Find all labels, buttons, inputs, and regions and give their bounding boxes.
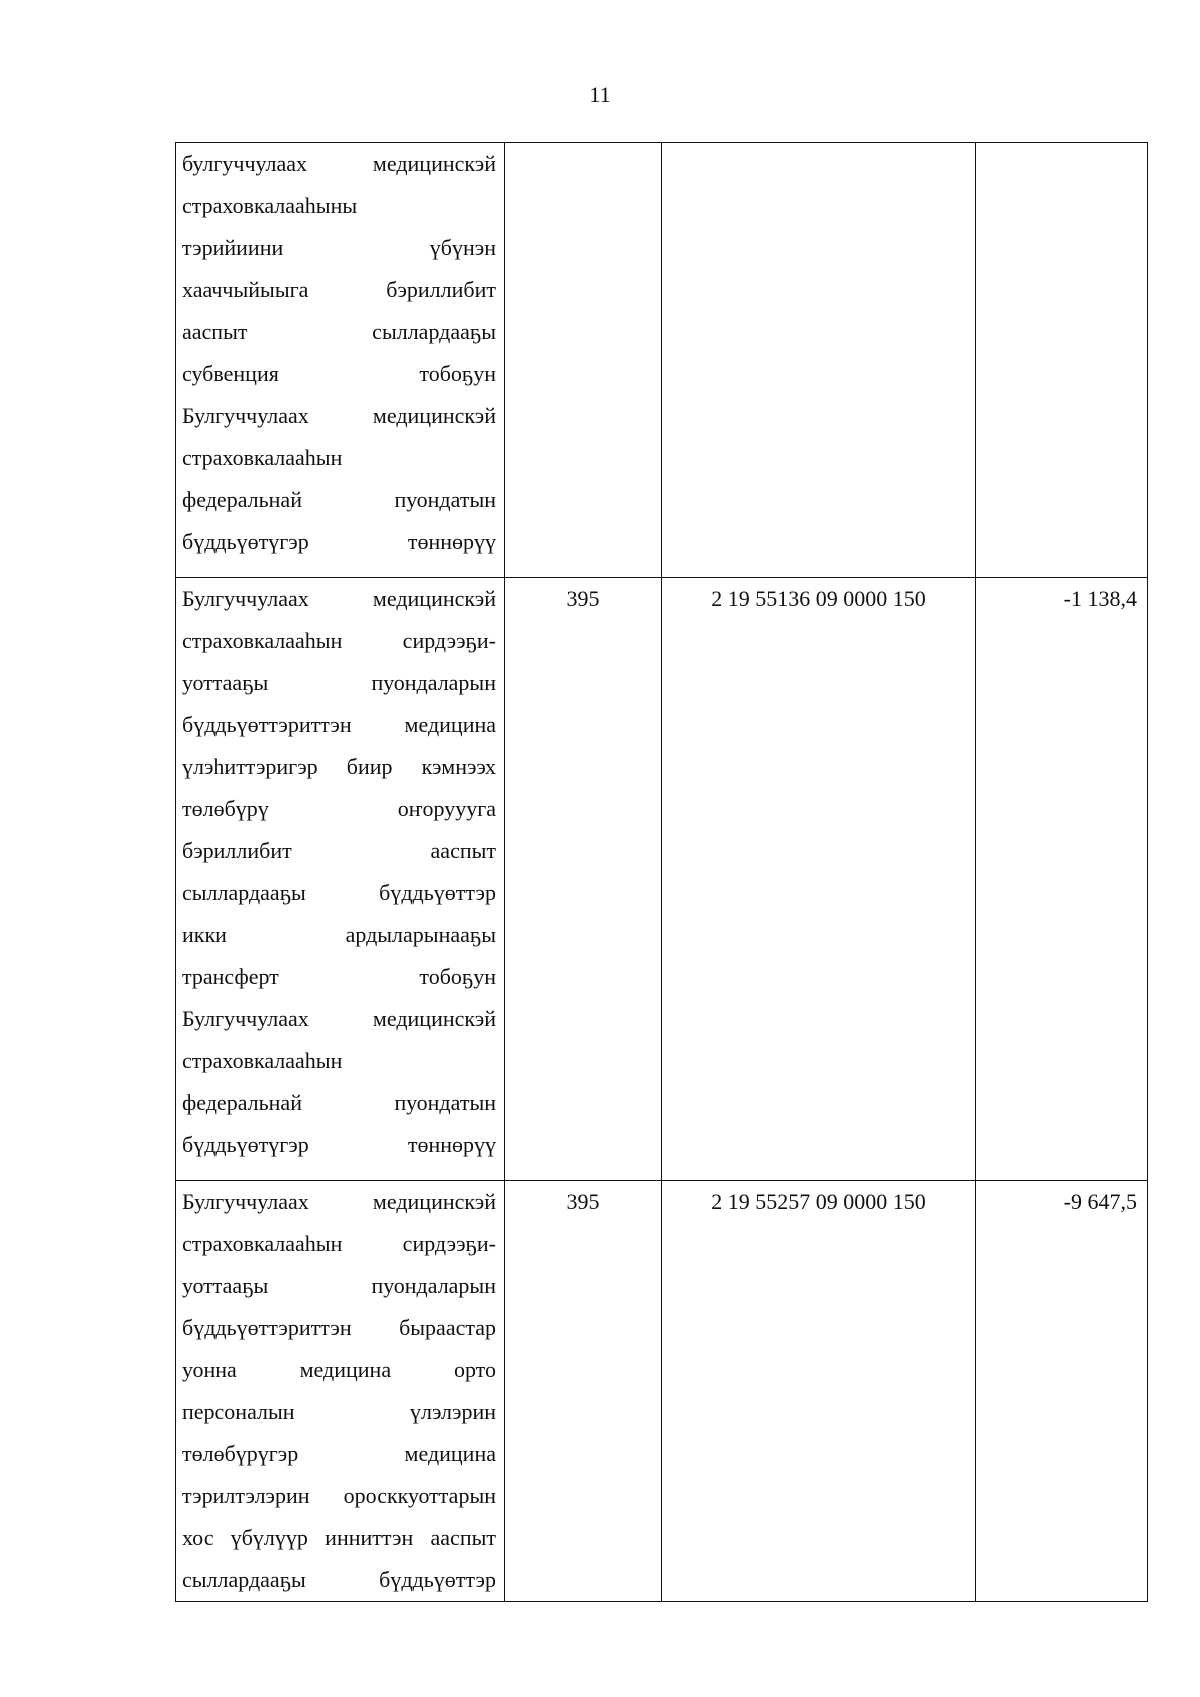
classification-code-cell — [662, 143, 976, 578]
row-name-line: тэрилтэлэрин оросккуоттарын — [182, 1483, 496, 1508]
row-name-line: страховкалааһыны — [182, 193, 358, 218]
row-name-line: федеральнай пуондатын — [182, 487, 496, 512]
row-name-line: бүддьүөтүгэр төннөрүү — [182, 529, 496, 554]
row-name-line: бэриллибит ааспыт — [182, 838, 496, 863]
row-name-line: уоттааҕы пуондаларын — [182, 670, 496, 695]
row-name-line: страховкалааһын — [182, 445, 343, 470]
row-name-line: сыллардааҕы бүддьүөттэр — [182, 1567, 496, 1592]
row-name-text — [182, 143, 496, 563]
row-name-line: бүддьүөтүгэр төннөрүү — [182, 1132, 496, 1157]
row-name-line: страховкалааһын сирдээҕи- — [182, 1231, 496, 1256]
row-name-line: Булгуччулаах медицинскэй — [182, 403, 496, 428]
sum-cell — [976, 143, 1148, 578]
row-name-line: бүддьүөттэриттэн медицина — [182, 712, 496, 737]
row-name-line: Булгуччулаах медицинскэй — [182, 1006, 496, 1031]
row-name-line: Булгуччулаах медицинскэй — [182, 586, 496, 611]
admin-code-cell — [505, 143, 662, 578]
row-name-line: страховкалааһын сирдээҕи- — [182, 628, 496, 653]
row-name-line: тэрийиини үбүнэн — [182, 235, 496, 260]
page-number: 11 — [589, 82, 611, 107]
admin-code-cell: 395 — [505, 578, 662, 1181]
row-name-line: бүддьүөттэриттэн быраастар — [182, 1315, 496, 1340]
row-name-line: ааспыт сыллардааҕы — [182, 319, 496, 344]
budget-table — [175, 142, 1148, 1602]
row-name-line: үлэһиттэригэр биир кэмнээх — [182, 754, 496, 779]
row-name-line: булгуччулаах медицинскэй — [182, 151, 496, 176]
table-row — [176, 1181, 1148, 1602]
row-name-line: төлөбүрү оҥоруууга — [182, 796, 496, 821]
row-name-text — [182, 578, 496, 1166]
admin-code-cell: 395 — [505, 1181, 662, 1602]
row-name-line: трансферт тобоҕун — [182, 964, 496, 989]
row-name-line: федеральнай пуондатын — [182, 1090, 496, 1115]
row-name-line: хос үбүлүүр инниттэн ааспыт — [182, 1525, 496, 1550]
row-name-line: уоттааҕы пуондаларын — [182, 1273, 496, 1298]
classification-code-cell: 2 19 55257 09 0000 150 — [662, 1181, 976, 1602]
row-name-line: төлөбүрүгэр медицина — [182, 1441, 496, 1466]
row-name-line: субвенция тобоҕун — [182, 361, 496, 386]
table-row — [176, 143, 1148, 578]
row-name-cell — [176, 143, 505, 578]
row-name-cell — [176, 578, 505, 1181]
row-name-line: страховкалааһын — [182, 1048, 343, 1073]
row-name-line: сыллардааҕы бүддьүөттэр — [182, 880, 496, 905]
sum-cell: -1 138,4 — [976, 578, 1148, 1181]
row-name-line: Булгуччулаах медицинскэй — [182, 1189, 496, 1214]
row-name-line: персоналын үлэлэрин — [182, 1399, 496, 1424]
sum-cell: -9 647,5 — [976, 1181, 1148, 1602]
row-name-cell — [176, 1181, 505, 1602]
table-row — [176, 578, 1148, 1181]
row-name-line: хааччыйыыга бэриллибит — [182, 277, 496, 302]
row-name-line: икки ардыларынааҕы — [182, 922, 496, 947]
classification-code-cell: 2 19 55136 09 0000 150 — [662, 578, 976, 1181]
row-name-line: уонна медицина орто — [182, 1357, 496, 1382]
row-name-text — [182, 1181, 496, 1601]
